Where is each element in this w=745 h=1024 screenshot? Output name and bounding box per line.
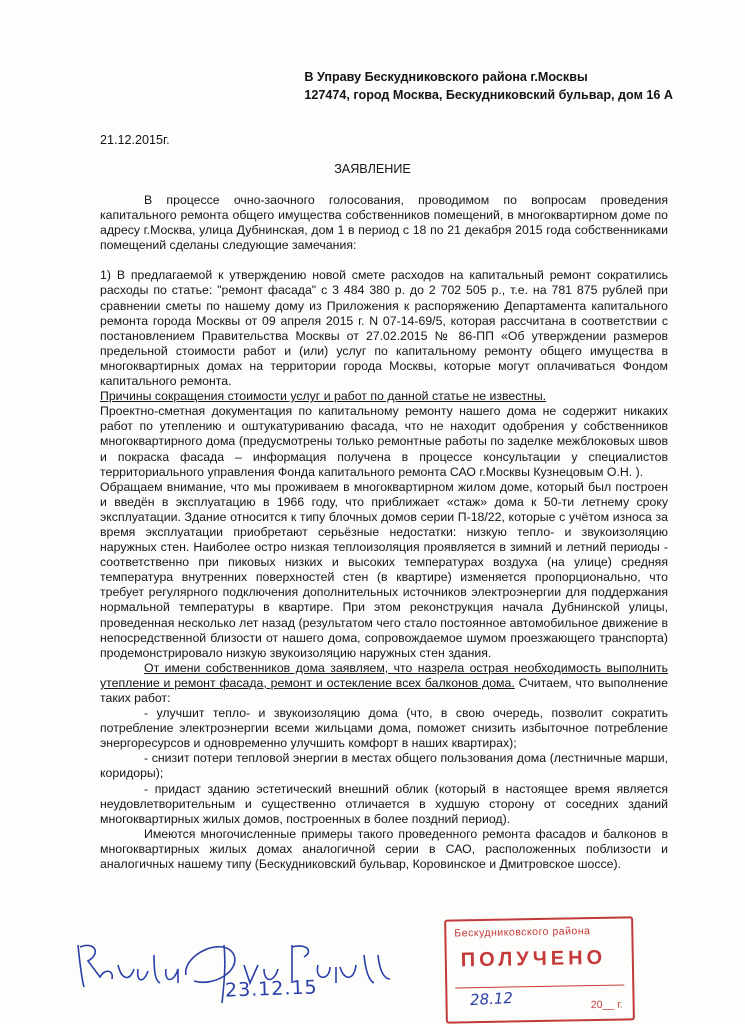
list-item: - снизит потери тепловой энергии в местах общего пользования дома (лестничные марши, коридоры); — [100, 751, 668, 781]
statement-rest: Считаем, что выполнение таких работ: — [100, 675, 668, 705]
document-body — [100, 193, 668, 872]
list-item: - придаст зданию эстетический внешний облик (который в настоящее время является неудовлетворительным и существенно отличается в худшую сторону от соседних зданий многоквартирных жилых домов, построенных в более поздний период). — [100, 781, 668, 826]
addressee-line-1: В Управу Бескудниковского района г.Москвы — [304, 70, 588, 84]
list-item: - улучшит тепло- и звукоизоляцию дома (что, в свою очередь, позволит сократить потребление электроэнергии всеми жильцами дома, поможет снизить избыточное потребление энергоресурсов и одновременно улучшить комфорт в наших квартирах); — [100, 706, 668, 751]
project-doc-paragraph: Проектно-сметная документация по капитальному ремонту нашего дома не содержит никаких работ по утеплению и оштукатуриванию фасада, что не находит одобрения у собственников многоквартирного дома (предусмотрены только ремонтные работы по заделке межблоковых швов и покраска фасада – информация получена в процессе консультации у специалистов территориального управления Фонда капитального ремонта САО г.Москвы Кузнецовым О.Н. ). — [100, 404, 668, 479]
document-title: ЗАЯВЛЕНИЕ — [334, 162, 411, 176]
stamp-year: 20__ г. — [590, 998, 623, 1012]
document-date: 21.12.2015г. — [100, 133, 170, 147]
examples-paragraph: Имеются многочисленные примеры такого проведенного ремонта фасадов и балконов в многоквартирных жилых домах аналогичной серии в САО, расположенных поблизости и аналогичных нашему типу (Бескудниковский бульвар, Коровинское и Дмитровское шоссе). — [100, 826, 668, 872]
statement-underlined: От имени собственников дома заявляем, что назрела острая необходимость выполнить утепление и ремонт фасада, ремонт и остекление всех балконов дома. — [100, 660, 668, 690]
handwritten-date: 23.12.15 — [224, 976, 318, 1002]
reasons-heading: Причины сокращения стоимости услуг и работ по данной статье не известны. — [100, 389, 547, 404]
benefits-list — [100, 706, 668, 827]
handwritten-signature — [74, 925, 434, 1015]
stamp-divider — [455, 985, 624, 989]
stamp-received-label: ПОЛУЧЕНО — [460, 946, 607, 972]
stamp-handwritten-date: 28.12 — [469, 988, 514, 1010]
stamp-organization: Бескудниковского района — [454, 925, 591, 940]
addressee-line-2: 127474, город Москва, Бескудниковский бульвар, дом 16 А — [304, 88, 673, 102]
addressee-block — [304, 68, 673, 104]
attention-paragraph: Обращаем внимание, что мы проживаем в многоквартирном жилом доме, который был построен и введён в эксплуатацию в 1966 году, что приближает «стаж» дома к 50-ти летнему сроку эксплуатации. Здание относится к типу блочных домов серии П-18/22, которые с учётом износа за время эксплуатации приобретают серьёзные недостатки: низкую тепло- и звукоизоляцию наружных стен. Наиболее остро низкая теплоизоляция проявляется в зимний и летний периоды - соответственно при пиковых низких и высоких температурах воздуха (на улице) средняя температура внутренних поверхностей стен (в квартире) изменяется пропорционально, что требует регулярного подключения дополнительных источников электроэнергии для поддержания нормальной температуры в квартире. При этом реконструкция начала Дубнинской улицы, проведенная несколько лет назад (результатом чего стало постоянное автомобильное движение в непосредственной близости от нашего дома, сопровождаемое шумом проезжающего транспорта) продемонстрировало низкую звукоизоляцию наружных стен здания. — [100, 479, 668, 660]
statement-paragraph — [100, 661, 668, 706]
item-1-paragraph: 1) В предлагаемой к утверждению новой смете расходов на капитальный ремонт сократились расходы по статье: "ремонт фасада" с 3 484 380 р. до 2 702 505 р., т.е. на 781 875 рублей при сравнении сметы по нашему дому из Приложения к распоряжению Департамента капитального ремонта города Москвы от 09 апреля 2015 г. N 07-14-69/5, которая рассчитана в соответствии с постановлением Правительства Москвы от 27.02.2015 № 86-ПП «Об утверждении размеров предельной стоимости работ и (или) услуг по капитальному ремонту общего имущества в многоквартирных домах на территории города Москвы, которые могут оплачиваться Фондом капитального ремонта. — [100, 268, 668, 389]
intro-paragraph: В процессе очно-заочного голосования, проводимом по вопросам проведения капитального ремонта общего имущества собственников помещений, в многоквартирном доме по адресу г.Москва, улица Дубнинская, дом 1 в период с 18 по 21 декабря 2015 года собственниками помещений сделаны следующие замечания: — [100, 193, 668, 253]
